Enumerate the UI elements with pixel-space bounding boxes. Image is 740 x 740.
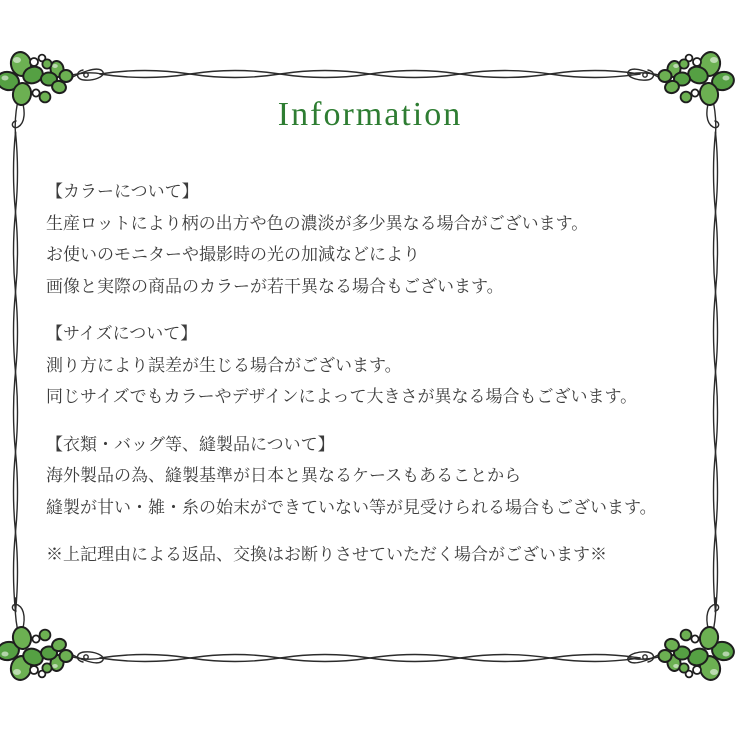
section-color-line: 生産ロットにより柄の出方や色の濃淡が多少異なる場合がございます。 — [46, 213, 589, 233]
section-sewing-line: 縫製が甘い・雑・糸の始末ができていない等が見受けられる場合もございます。 — [46, 497, 657, 517]
section-color-line: お使いのモニターや撮影時の光の加減などにより — [46, 245, 420, 264]
clover-ornament-bottom-left-icon — [0, 598, 103, 682]
section-size-line: 同じサイズでもカラーやデザインによって大きさが異なる場合もございます。 — [46, 387, 638, 406]
section-size — [46, 318, 726, 413]
clover-ornament-bottom-right-icon — [628, 598, 736, 682]
section-size-line: 測り方により誤差が生じる場合がございます。 — [46, 355, 402, 375]
border-left — [14, 132, 18, 612]
page-title: Information — [277, 96, 463, 133]
return-policy-notice: ※上記理由による返品、交換はお断りさせていただく場合がございます※ — [46, 545, 607, 564]
border-bottom — [100, 655, 640, 662]
section-color-line: 画像と実際の商品のカラーが若干異なる場合もございます。 — [46, 276, 504, 296]
section-sewing — [46, 429, 726, 524]
info-content — [46, 176, 726, 571]
section-sewing-line: 海外製品の為、縫製基準が日本と異なるケースもあることから — [46, 466, 522, 485]
section-color-heading: 【カラーについて】 — [46, 182, 199, 201]
section-color — [46, 176, 726, 302]
section-size-heading: 【サイズについて】 — [46, 324, 198, 343]
section-sewing-heading: 【衣類・バッグ等、縫製品について】 — [46, 434, 335, 454]
border-top — [100, 71, 640, 78]
